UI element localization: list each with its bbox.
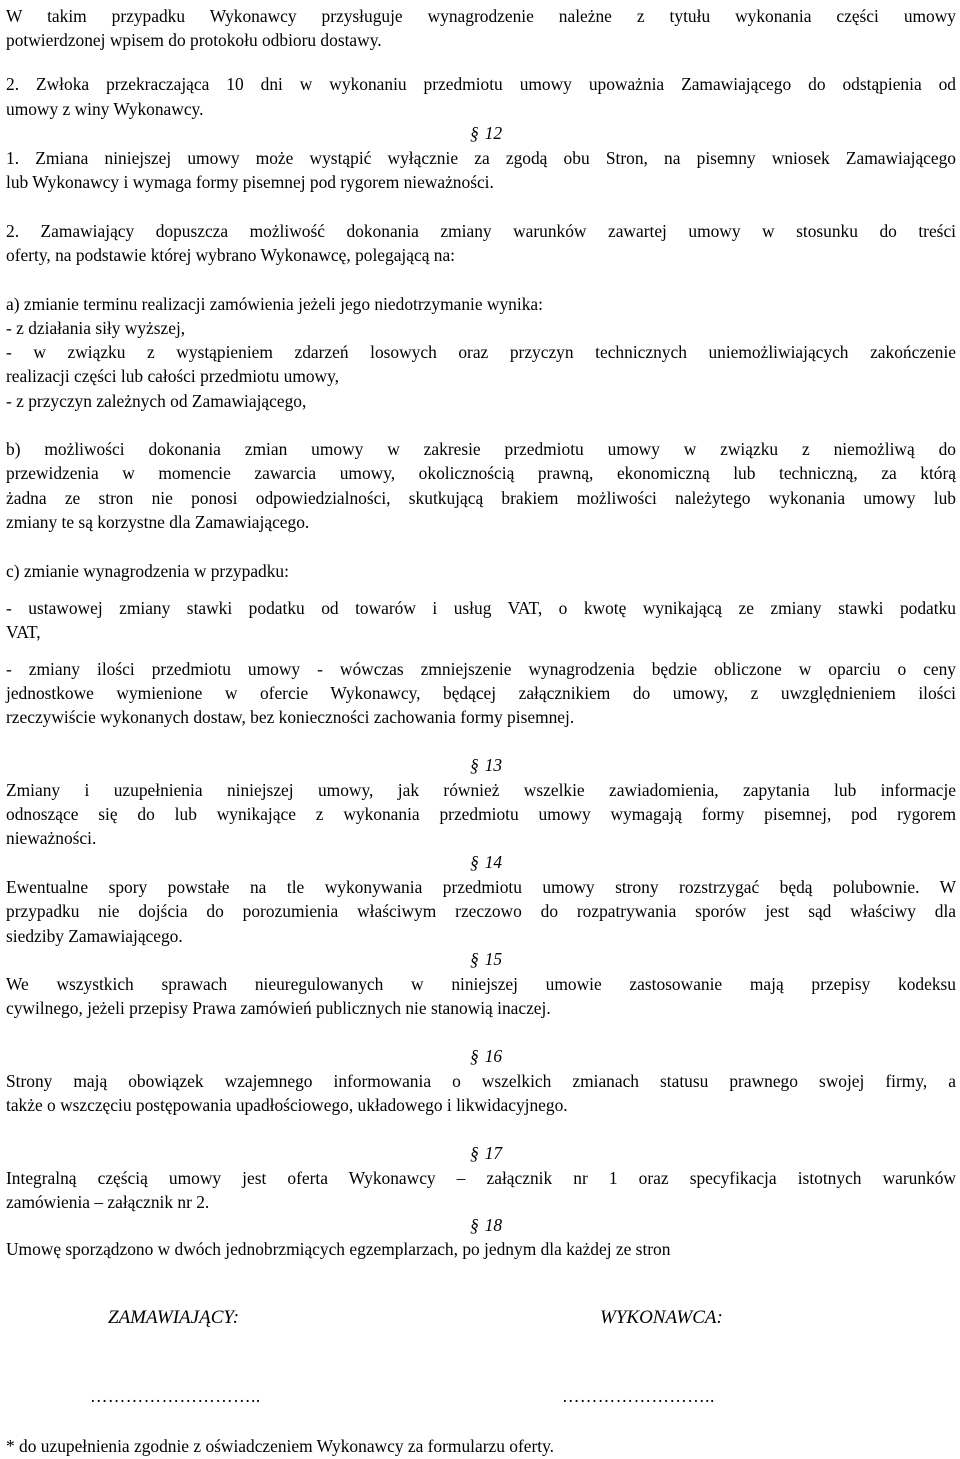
text-line: nieważności.: [6, 828, 97, 848]
section-number: 14: [484, 852, 503, 872]
text-line: a) zmianie terminu realizacji zamówienia jeżeli jego niedotrzymanie wynika:: [6, 294, 543, 314]
text-line: siedziby Zamawiającego.: [6, 926, 183, 946]
section-header: [470, 1141, 502, 1166]
text-line: rzeczywiście wykonanych dostaw, bez konieczności zachowania formy pisemnej.: [6, 707, 575, 727]
text-line: Zmiany i uzupełnienia niniejszej umowy, jak również wszelkie zawiadomienia, zapytania lub informacje: [6, 780, 956, 800]
text-line: zamówienia – załącznik nr 2.: [6, 1192, 210, 1212]
text-line: oferty, na podstawie której wybrano Wykonawcę, polegającą na:: [6, 245, 456, 265]
text-line: W takim przypadku Wykonawcy przysługuje wynagrodzenie należne z tytułu wykonania części umowy: [6, 6, 956, 26]
signature-label-contractor: WYKONAWCA:: [600, 1307, 723, 1328]
signature-line-ordering-party: ………………………..: [90, 1386, 261, 1406]
text-line: umowy z winy Wykonawcy.: [6, 99, 204, 119]
section-header: [470, 1044, 502, 1069]
text-line: 2. Zamawiający dopuszcza możliwość dokonania zmiany warunków zawartej umowy w stosunku do treści: [6, 221, 956, 241]
text-line: 1. Zmiana niniejszej umowy może wystąpić wyłącznie za zgodą obu Stron, na pisemny wniosek Zamawiającego: [6, 148, 956, 168]
text-line: 2. Zwłoka przekraczająca 10 dni w wykonaniu przedmiotu umowy upoważnia Zamawiającego do odstąpienia od: [6, 74, 956, 94]
text-line: Integralną częścią umowy jest oferta Wykonawcy – załącznik nr 1 oraz specyfikacja istotnych warunków: [6, 1168, 956, 1188]
text-line: przewidzenia w momencie zawarcia umowy, okolicznością prawną, ekonomiczną lub techniczną, za którą: [6, 463, 956, 483]
text-line: - w związku z wystąpieniem zdarzeń losowych oraz przyczyn technicznych uniemożliwiających zakończenie: [6, 342, 956, 362]
text-line: przypadku nie dojścia do porozumienia właściwym rzeczowo do rozpatrywania sporów jest sąd właściwy dla: [6, 901, 956, 921]
text-line: b) możliwości dokonania zmian umowy w zakresie przedmiotu umowy w związku z niemożliwą do: [6, 439, 956, 459]
text-line: - z działania siły wyższej,: [6, 318, 186, 338]
text-line: - zmiany ilości przedmiotu umowy - wówczas zmniejszenie wynagrodzenia będzie obliczone w oparciu o ceny: [6, 659, 956, 679]
signature-label-ordering-party: ZAMAWIAJĄCY:: [108, 1307, 240, 1328]
section-symbol: §: [470, 1215, 479, 1235]
section-number: 13: [484, 755, 503, 775]
text-line: cywilnego, jeżeli przepisy Prawa zamówień publicznych nie stanowią inaczej.: [6, 998, 551, 1018]
text-line: lub Wykonawcy i wymaga formy pisemnej pod rygorem nieważności.: [6, 172, 494, 192]
section-header: [470, 947, 502, 972]
section-number: 12: [484, 123, 503, 143]
section-symbol: §: [470, 1143, 479, 1163]
section-header: [470, 121, 502, 146]
section-number: 16: [484, 1046, 503, 1066]
text-line: realizacji części lub całości przedmiotu umowy,: [6, 366, 340, 386]
section-symbol: §: [470, 852, 479, 872]
section-header: [470, 753, 502, 778]
text-line: - z przyczyn zależnych od Zamawiającego,: [6, 391, 307, 411]
text-line: odnoszące się do lub wynikające z wykonania przedmiotu umowy wymagają formy pisemnej, pod rygorem: [6, 804, 956, 824]
text-line: VAT,: [6, 622, 41, 642]
text-line: potwierdzonej wpisem do protokołu odbioru dostawy.: [6, 30, 382, 50]
text-line: jednostkowe wymienione w ofercie Wykonawcy, będącej załącznikiem do umowy, z uwzględnieniem ilości: [6, 683, 956, 703]
text-line: Strony mają obowiązek wzajemnego informowania o wszelkich zmianach statusu prawnego swojej firmy, a: [6, 1071, 956, 1091]
section-number: 15: [484, 949, 503, 969]
text-line: żadna ze stron nie ponosi odpowiedzialności, skutkującą brakiem możliwości należytego wykonania umowy lub: [6, 488, 956, 508]
section-symbol: §: [470, 755, 479, 775]
text-line: Ewentualne spory powstałe na tle wykonywania przedmiotu umowy strony rozstrzygać będą polubownie. W: [6, 877, 956, 897]
text-line: We wszystkich sprawach nieuregulowanych w niniejszej umowie zastosowanie mają przepisy kodeksu: [6, 974, 956, 994]
section-symbol: §: [470, 123, 479, 143]
text-line: także o wszczęciu postępowania upadłościowego, układowego i likwidacyjnego.: [6, 1095, 568, 1115]
signature-line-contractor: ……………………..: [562, 1386, 715, 1406]
section-symbol: §: [470, 1046, 479, 1066]
section-number: 17: [484, 1143, 503, 1163]
text-line: Umowę sporządzono w dwóch jednobrzmiących egzemplarzach, po jednym dla każdej ze stron: [6, 1239, 671, 1259]
text-line: * do uzupełnienia zgodnie z oświadczeniem Wykonawcy za formularzu oferty.: [6, 1436, 554, 1456]
section-symbol: §: [470, 949, 479, 969]
section-header: [470, 850, 502, 875]
text-line: c) zmianie wynagrodzenia w przypadku:: [6, 561, 289, 581]
text-line: - ustawowej zmiany stawki podatku od towarów i usług VAT, o kwotę wynikającą ze zmiany stawki podatku: [6, 598, 956, 618]
text-line: zmiany te są korzystne dla Zamawiającego.: [6, 512, 310, 532]
section-number: 18: [484, 1215, 503, 1235]
section-header: [470, 1213, 502, 1238]
